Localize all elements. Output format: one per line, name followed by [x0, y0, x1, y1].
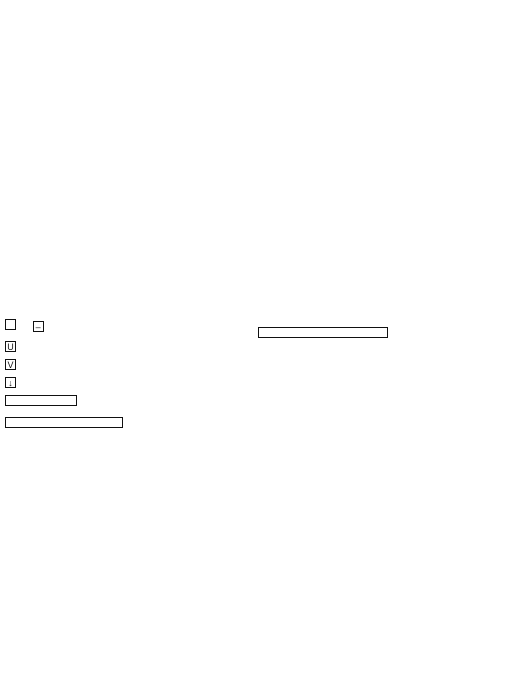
legend-yo	[5, 336, 255, 353]
legend-knit	[5, 316, 255, 333]
ssk-symbol-icon: ↓	[5, 377, 16, 388]
legend-cable6	[5, 392, 255, 409]
knit-symbol-icon	[5, 319, 16, 330]
legend-cable8r	[5, 414, 255, 431]
legend-k2tog	[5, 354, 255, 371]
purl-symbol-icon: –	[33, 321, 44, 332]
cable8-right-symbol-icon	[5, 417, 123, 428]
yo-symbol-icon: U	[5, 341, 16, 352]
cable6-symbol-icon	[5, 395, 77, 406]
legend-right	[258, 316, 513, 341]
legend-cable8l	[258, 324, 513, 341]
legend-ssk	[5, 372, 255, 389]
legend-left	[5, 316, 255, 431]
chart-grid	[0, 0, 516, 300]
cable8-left-symbol-icon	[258, 327, 388, 338]
knitting-chart	[0, 0, 516, 300]
k2tog-symbol-icon: V	[5, 359, 16, 370]
